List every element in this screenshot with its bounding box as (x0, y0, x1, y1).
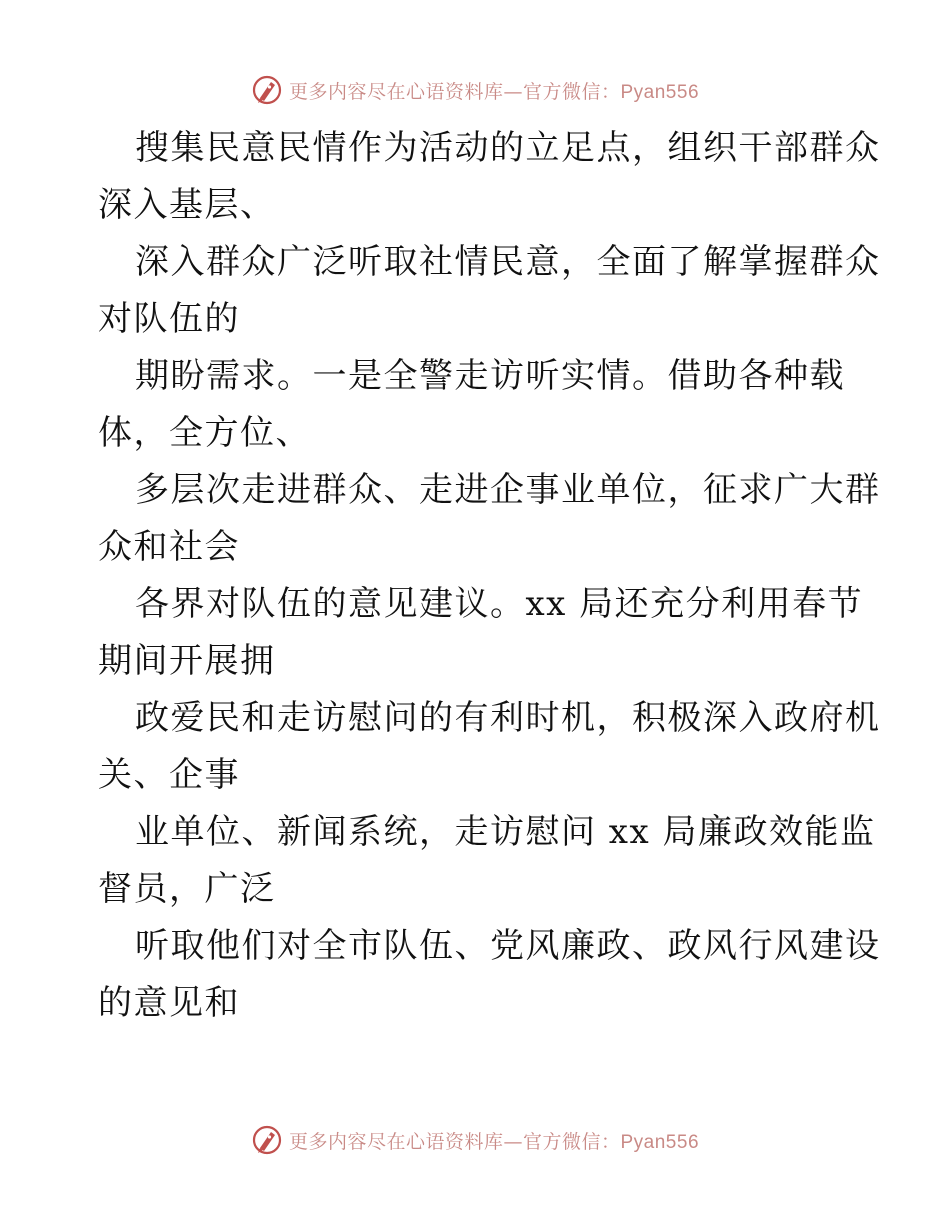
paragraph-7-line-1: 业单位、新闻系统，走访慰问 xx 局廉政效能监 (135, 812, 876, 852)
header-banner (0, 70, 950, 110)
paragraph-4-line-1: 多层次走进群众、走进企事业单位，征求广大群 (135, 470, 881, 510)
paragraph-7 (98, 804, 876, 918)
paragraph-4 (98, 462, 881, 576)
paragraph-6-line-1: 政爱民和走访慰问的有利时机，积极深入政府机 (135, 698, 881, 738)
paragraph-2 (98, 234, 881, 348)
pen-nib-logo-icon (251, 1124, 283, 1156)
footer-banner (0, 1120, 950, 1160)
paragraph-8-line-1: 听取他们对全市队伍、党风廉政、政风行风建设 (135, 926, 881, 966)
footer-slogan: 更多内容尽在心语资料库—官方微信： (288, 1130, 621, 1153)
paragraph-3-line-2: 体，全方位、 (98, 413, 311, 453)
header-wechat-id: Pyan556 (620, 81, 700, 103)
paragraph-1-line-2: 深入基层、 (98, 185, 276, 225)
header-slogan: 更多内容尽在心语资料库—官方微信： (288, 80, 621, 103)
paragraph-1-line-1: 搜集民意民情作为活动的立足点，组织干部群众 (135, 128, 881, 168)
paragraph-2-line-2: 对队伍的 (98, 299, 240, 339)
paragraph-8 (98, 918, 881, 1032)
paragraph-5-line-1: 各界对队伍的意见建议。xx 局还充分利用春节 (135, 584, 864, 624)
pen-nib-logo-icon (251, 74, 283, 106)
paragraph-6 (98, 690, 881, 804)
paragraph-1 (98, 120, 881, 234)
document-body (98, 120, 881, 1032)
paragraph-4-line-2: 众和社会 (98, 527, 240, 567)
paragraph-3 (98, 348, 858, 462)
paragraph-2-line-1: 深入群众广泛听取社情民意，全面了解掌握群众 (135, 242, 881, 282)
footer-banner-text (289, 1127, 699, 1154)
footer-wechat-id: Pyan556 (620, 1131, 700, 1153)
paragraph-5-line-2: 期间开展拥 (98, 641, 276, 681)
paragraph-5 (98, 576, 864, 690)
paragraph-7-line-2: 督员，广泛 (98, 869, 276, 909)
paragraph-6-line-2: 关、企事 (98, 755, 240, 795)
paragraph-8-line-2: 的意见和 (98, 983, 240, 1023)
header-banner-text (289, 77, 699, 104)
paragraph-3-line-1: 期盼需求。一是全警走访听实情。借助各种载 (135, 356, 845, 396)
